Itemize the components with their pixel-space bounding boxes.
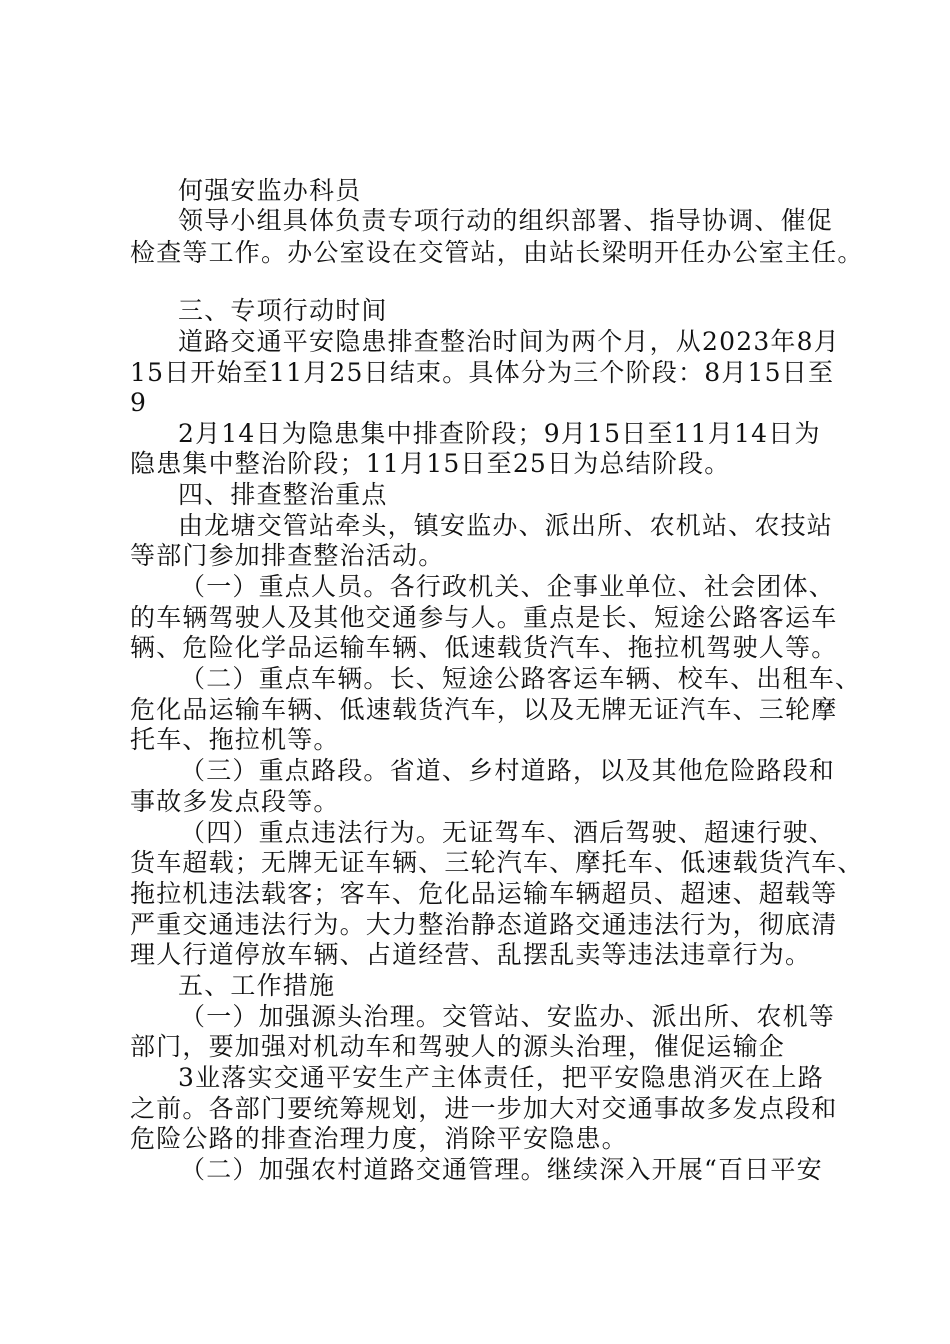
paragraph-line: 等部门参加排查整治活动。 [130, 541, 445, 570]
paragraph-line: （一）重点人员。各行政机关、企事业单位、社会团体、 [180, 572, 836, 601]
paragraph-line: 理人行道停放车辆、占道经营、乱摆乱卖等违法违章行为。 [130, 940, 812, 969]
paragraph-line: 托车、拖拉机等。 [130, 725, 340, 754]
section-heading: 三、专项行动时间 [178, 296, 388, 325]
paragraph-line: 道路交通平安隐患排查整治时间为两个月，从2023年8月 [178, 327, 840, 356]
paragraph-line: （二）加强农村道路交通管理。继续深入开展“百日平安 [180, 1155, 823, 1184]
paragraph-line: 9 [130, 388, 148, 417]
paragraph-line: 货车超载；无牌无证车辆、三轮汽车、摩托车、低速载货汽车、 [130, 848, 864, 877]
paragraph-line: 3业落实交通平安生产主体责任，把平安隐患消灭在上路 [178, 1063, 824, 1092]
paragraph-line: 隐患集中整治阶段；11月15日至25日为总结阶段。 [130, 449, 731, 478]
paragraph-line: 由龙塘交管站牵头，镇安监办、派出所、农机站、农技站 [178, 511, 834, 540]
paragraph-line: （一）加强源头治理。交管站、安监办、派出所、农机等 [180, 1002, 836, 1031]
paragraph-line: 辆、危险化学品运输车辆、低速载货汽车、拖拉机驾驶人等。 [130, 633, 838, 662]
paragraph-line: 之前。各部门要统筹规划，进一步加大对交通事故多发点段和 [130, 1094, 838, 1123]
paragraph-line: 部门，要加强对机动车和驾驶人的源头治理，催促运输企 [130, 1032, 786, 1061]
paragraph-line: 15日开始至11月25日结束。具体分为三个阶段：8月15日至 [130, 358, 835, 387]
paragraph-line: 事故多发点段等。 [130, 787, 340, 816]
member-line: 何强安监办科员 [178, 176, 362, 205]
paragraph-line: （二）重点车辆。长、短途公路客运车辆、校车、出租车、 [180, 664, 862, 693]
paragraph-line: 拖拉机违法载客；客车、危化品运输车辆超员、超速、超载等 [130, 879, 838, 908]
paragraph-line: 危化品运输车辆、低速载货汽车，以及无牌无证汽车、三轮摩 [130, 695, 838, 724]
paragraph-line: 危险公路的排查治理力度，消除平安隐患。 [130, 1124, 628, 1153]
paragraph-line: （三）重点路段。省道、乡村道路，以及其他危险路段和 [180, 756, 836, 785]
paragraph-line: 检查等工作。办公室设在交管站，由站长梁明开任办公室主任。 [130, 238, 864, 267]
paragraph-line: 2月14日为隐患集中排查阶段；9月15日至11月14日为 [178, 419, 821, 448]
section-heading: 四、排查整治重点 [178, 480, 388, 509]
section-heading: 五、工作措施 [178, 971, 336, 1000]
paragraph-line: 领导小组具体负责专项行动的组织部署、指导协调、催促 [178, 206, 834, 235]
paragraph-line: 的车辆驾驶人及其他交通参与人。重点是长、短途公路客运车 [130, 603, 838, 632]
paragraph-line: 严重交通违法行为。大力整治静态道路交通违法行为，彻底清 [130, 910, 838, 939]
paragraph-line: （四）重点违法行为。无证驾车、酒后驾驶、超速行驶、 [180, 818, 836, 847]
